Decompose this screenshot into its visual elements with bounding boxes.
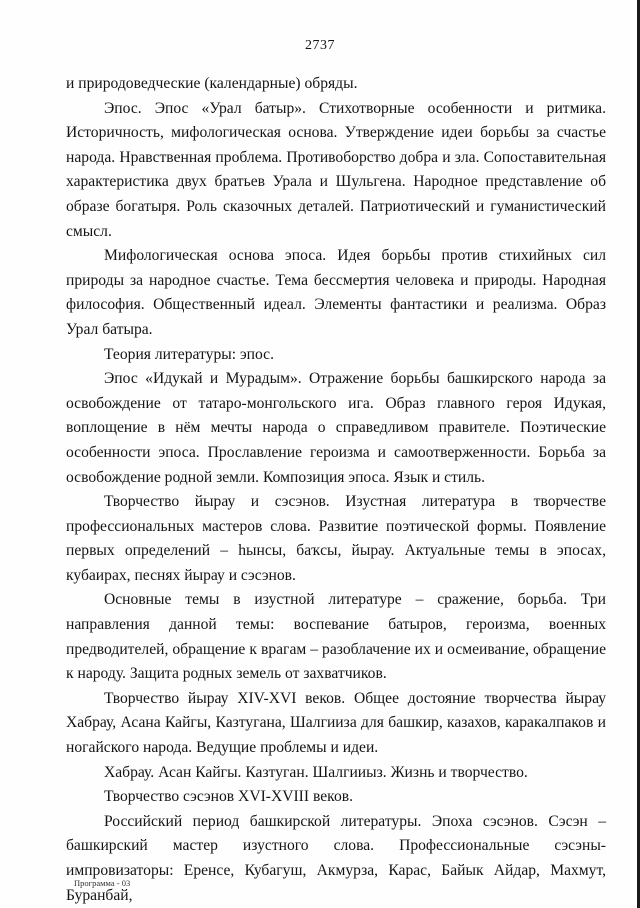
paragraph-russian-period: Российский период башкирской литературы. Эпоха сэсэнов. Сэсэн – башкирский мастер изустного слова. Профессиональные сэсэны-импровизаторы: Еренсе, Кубагуш, Акмурза, Карас, Байык Айдар, Махмут, Буранбай, (66, 812, 606, 904)
page-number: 2737 (305, 38, 335, 53)
paragraph-mythological-basis: Мифологическая основа эпоса. Идея борьбы против стихийных сил природы за народное счастье. Тема бессмертия человека и природы. Народная философия. Общественный идеал. Элементы фантастики и реализма. Образ Урал батыра. (66, 247, 606, 338)
paragraph-yyrau-sesen: Творчество йырау и сэсэнов. Изустная литература в творчестве профессиональных мастеров слова. Развитие поэтической формы. Появление первых определений – һынсы, баҡсы, йырау. Актуальные темы в эпосах, кубаирах, песнях йырау и сэсэнов. (66, 493, 606, 584)
paragraph-ural-batyr: Эпос. Эпос «Урал батыр». Стихотворные особенности и ритмика. Историчность, мифологическая основа. Утверждение идеи борьбы за счастье народа. Нравственная проблема. Противоборство добра и зла. Сопоставительная характеристика двух братьев Урала и Шульгена. Народное представление об образе богатыря. Роль сказочных деталей. Патриотический и гуманистический смысл. (66, 99, 606, 240)
paragraph-theory: Теория литературы: эпос. (104, 345, 274, 363)
paragraph-continuation: и природоведческие (календарные) обряды. (66, 75, 358, 92)
paragraph-idukai-muradym: Эпос «Идукай и Мурадым». Отражение борьбы башкирского народа за освобождение от татаро-монгольского ига. Образ главного героя Идукая, воплощение в нём мечты народа о справедливом правителе. Поэтические особенности эпоса. Прославление героизма и самоотверженности. Борьба за освобождение родной земли. Композиция эпоса. Язык и стиль. (66, 370, 606, 486)
paragraph-yyrau-14-16: Творчество йырау XIV-XVI веков. Общее достояние творчества йырау Хабрау, Асана Кайгы, Казтугана, Шалгииза для башкир, казахов, каракалпаков и ногайского народа. Ведущие проблемы и идеи. (66, 689, 606, 757)
paragraph-sesen-16-18: Творчество сэсэнов XVI-XVIII веков. (104, 788, 354, 806)
body-text (66, 72, 606, 908)
footer-program-label: Программа - 03 (74, 878, 131, 888)
paragraph-khabrau: Хабрау. Асан Кайгы. Казтуган. Шалгииыз. Жизнь и творчество. (104, 763, 528, 781)
paragraph-main-themes: Основные темы в изустной литературе – сражение, борьба. Три направления данной темы: воспевание батыров, героизма, военных предводителей, обращение к врагам – разоблачение их и осмеивание, обращение к народу. Защита родных земель от захватчиков. (66, 591, 606, 683)
